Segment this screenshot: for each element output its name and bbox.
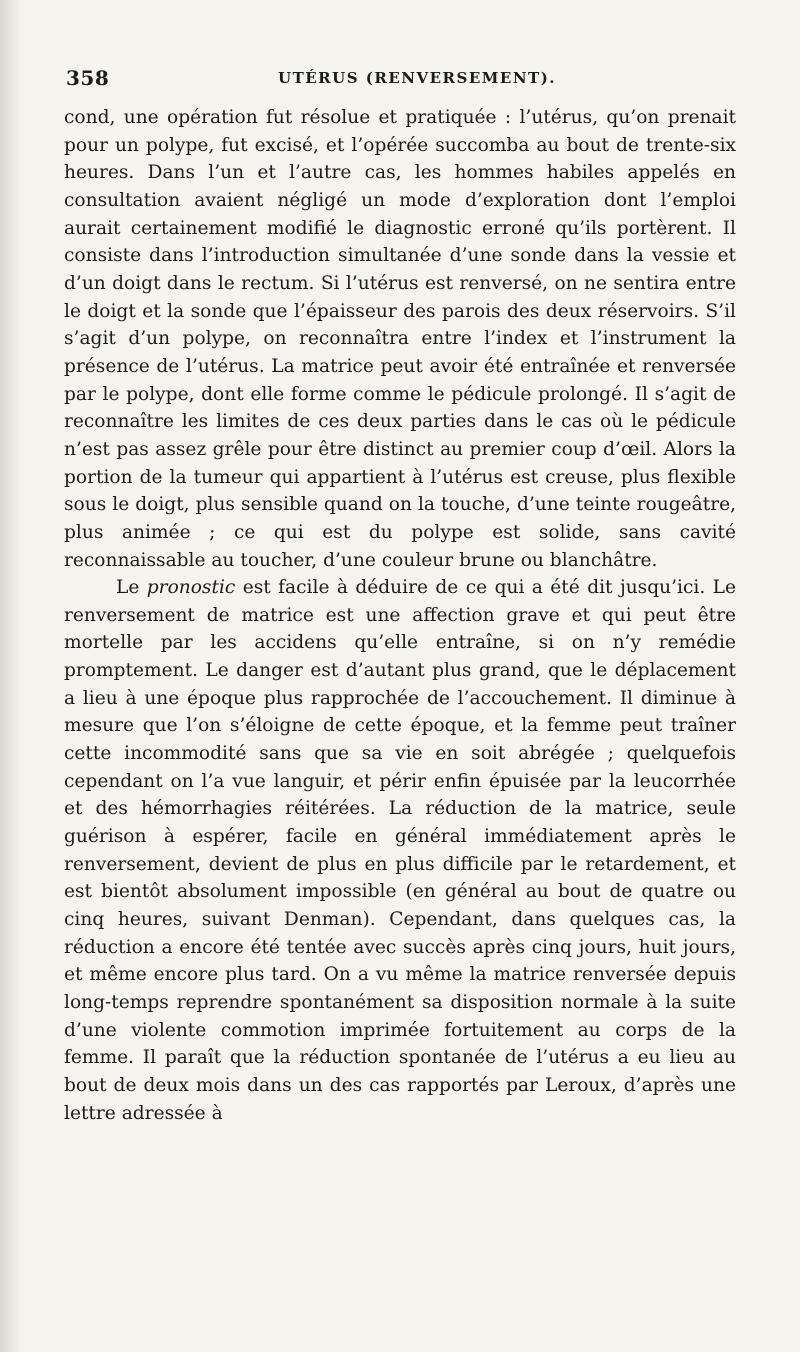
paragraph-continued: cond, une opération fut résolue et pratiquée : l’utérus, qu’on prenait pour un polype, fut excisé, et l’opérée succomba au bout de trente-six heures. Dans l’un et l’autre cas, les hommes habiles appelés en consultation avaient négligé un mode d’exploration dont l’emploi aurait certainement modifié le diagnostic erroné qu’ils portèrent. Il consiste dans l’introduction simultanée d’une sonde dans la vessie et d’un doigt dans le rectum. Si l’utérus est renversé, on ne sentira entre le doigt et la sonde que l’épaisseur des parois des deux réservoirs. S’il s’agit d’un polype, on reconnaîtra entre l’index et l’instrument la présence de l’utérus. La matrice peut avoir été entraînée et renversée par le polype, dont elle forme comme le pédicule prolongé. Il s’agit de reconnaître les limites de ces deux parties dans le cas où le pédicule n’est pas assez grêle pour être distinct au premier coup d’œil. Alors la portion de la tumeur qui appartient à l’utérus est creuse, plus flexible sous le doigt, plus sensible quand on la touche, d’une teinte rougeâtre, plus animée ; ce qui est du polype est solide, sans cavité reconnaissable au toucher, d’une couleur brune ou blanchâtre. [64, 107, 736, 571]
page-gutter-shadow [0, 0, 22, 1352]
paragraph-pronostic [64, 574, 736, 1127]
italic-term: pronostic [146, 577, 236, 599]
page-number: 358 [66, 66, 110, 90]
running-title: UTÉRUS (RENVERSEMENT). [278, 69, 557, 87]
page-header [66, 66, 734, 100]
paragraph-body: est facile à déduire de ce qui a été dit jusqu’ici. Le renversement de matrice est une affection grave et qui peut être mortelle par les accidens qu’elle entraîne, si on n’y remédie promptement. Le danger est d’autant plus grand, que le déplacement a lieu à une époque plus rapprochée de l’accouchement. Il diminue à mesure que l’on s’éloigne de cette époque, et la femme peut traîner cette incommodité sans que sa vie en soit abrégée ; quelquefois cependant on l’a vue languir, et périr enfin épuisée par la leucorrhée et des hémorrhagies réitérées. La réduction de la matrice, seule guérison à espérer, facile en général immédiatement après le renversement, devient de plus en plus difficile par le retardement, et est bientôt absolument impossible (en général au bout de quatre ou cinq heures, suivant Denman). Cependant, dans quelques cas, la réduction a encore été tentée avec succès après cinq jours, huit jours, et même encore plus tard. On a vu même la matrice renversée depuis long-temps reprendre spontanément sa disposition normale à la suite d’une violente commotion imprimée fortuitement au corps de la femme. Il paraît que la réduction spontanée de l’utérus a eu lieu au bout de deux mois dans un des cas rapportés par Leroux, d’après une lettre adressée à [64, 577, 737, 1124]
body-text [64, 104, 736, 1127]
paragraph-lead: Le [116, 577, 147, 599]
